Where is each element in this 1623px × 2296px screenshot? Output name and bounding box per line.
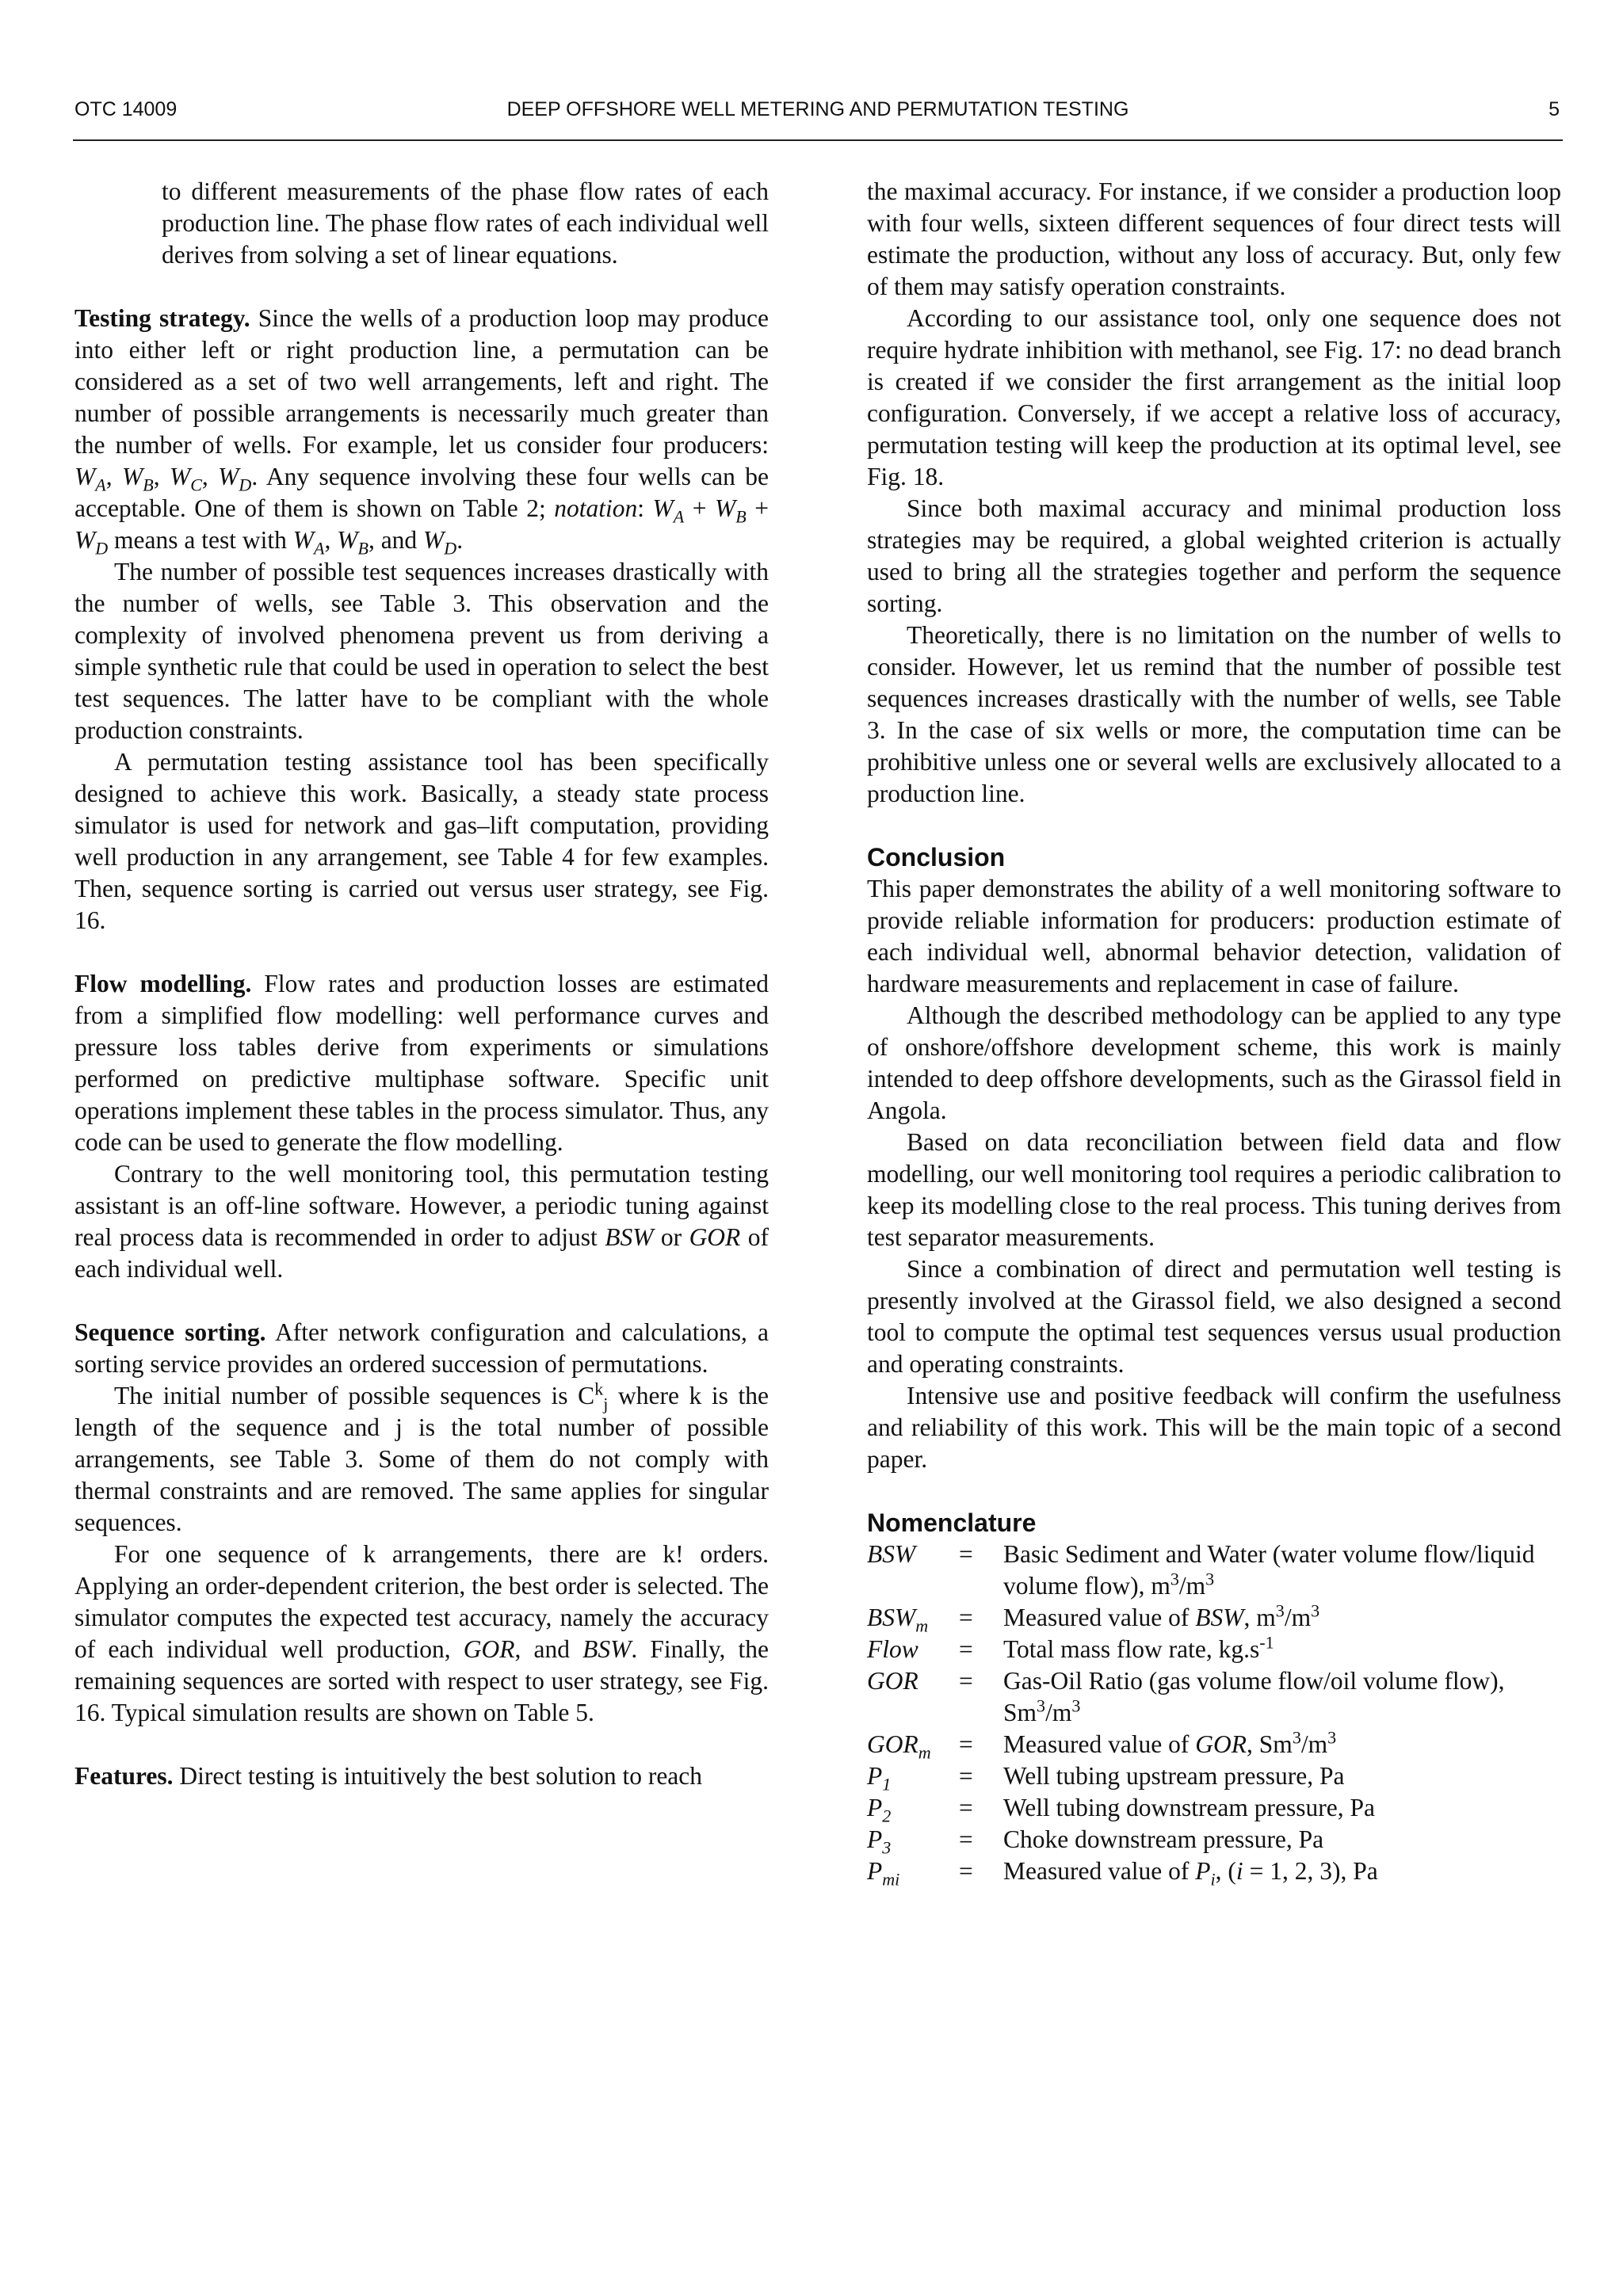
features-p4: Theoretically, there is no limitation on the number of wells to consider. However, let us remind that the number of possible test sequences increases drastically with the number of wells, see Table 3. In the case of six wells or more, the computation time can be prohibitive unless one or several wells are exclusively allocated to a production line. xyxy=(867,621,1561,807)
flow-modelling-heading: Flow modelling. xyxy=(74,970,252,997)
page-number: 5 xyxy=(1549,98,1560,120)
nomenclature-heading: Nomenclature xyxy=(867,1508,1037,1537)
nomenclature-item: $GOR_m$ = Measured value of GOR, $Sm^3/m^3$ xyxy=(867,1727,1337,1763)
nomenclature-item: GOR = Gas-Oil Ratio (gas volume flow/oil volume flow), $Sm^3/m^3$ xyxy=(867,1667,1505,1726)
nomenclature-item: BSW = Basic Sediment and Water (water volume flow/liquid volume flow), $m^3/m^3$ xyxy=(867,1540,1535,1600)
features-continuation: the maximal accuracy. For instance, if we consider a production loop with four wells, sixteen different sequences of four direct tests will estimate the production, without any loss of accuracy. But, only few of them may satisfy operation constraints. xyxy=(867,177,1561,300)
sequence-sorting-heading: Sequence sorting. xyxy=(74,1318,266,1346)
conclusion-p5: Intensive use and positive feedback will confirm the usefulness and reliability of this work. This will be the main topic of a second paper. xyxy=(867,1382,1561,1473)
right-column xyxy=(867,176,1561,1890)
sequence-sorting-p2: The initial number of possible sequences is $C^k_j$ where k is the length of the sequence and j is the total number of possible arrangements, see Table 3. Some of them do not comply with thermal constraints and are removed. The same applies for singular sequences. xyxy=(74,1379,769,1536)
conclusion-p4: Since a combination of direct and permutation well testing is presently involved at the Girassol field, we also designed a second tool to compute the optimal test sequences versus usual production and operating constraints. xyxy=(867,1255,1561,1378)
conclusion-p1: This paper demonstrates the ability of a well monitoring software to provide reliable information for producers: production estimate of each individual well, abnormal behavior detection, validation of hardware measurements and replacement in case of failure. xyxy=(867,875,1561,997)
features-p1: Features. Direct testing is intuitively the best solution to reach xyxy=(74,1762,703,1790)
testing-strategy-p3: A permutation testing assistance tool has been specifically designed to achieve this work. Basically, a steady state process simulator is used for network and gas–lift computation, providing well production in any arrangement, see Table 4 for few examples. Then, sequence sorting is carried out versus user strategy, see Fig. 16. xyxy=(74,748,769,934)
sequence-sorting-p1: Sequence sorting. After network configuration and calculations, a sorting service provides an ordered succession of permutations. xyxy=(74,1318,769,1378)
paper-id: OTC 14009 xyxy=(74,98,178,120)
flow-modelling-p1: Flow modelling. Flow rates and production losses are estimated from a simplified flow modelling: well performance curves and pressure loss tables derive from experiments or simulations performed on predictive multiphase software. Specific unit operations implement these tables in the process simulator. Thus, any code can be used to generate the flow modelling. xyxy=(74,970,769,1156)
nomenclature-item: $P_3$ = Choke downstream pressure, Pa xyxy=(867,1825,1324,1858)
running-title: DEEP OFFSHORE WELL METERING AND PERMUTATION TESTING xyxy=(506,98,1129,120)
nomenclature-item: $BSW_m$ = Measured value of BSW, $m^3/m^3$ xyxy=(867,1600,1320,1636)
testing-strategy-p2: The number of possible test sequences increases drastically with the number of wells, see Table 3. This observation and the complexity of involved phenomena prevent us from deriving a simple synthetic rule that could be used in operation to select the best test sequences. The latter have to be compliant with the whole production constraints. xyxy=(74,558,769,744)
features-p3: Since both maximal accuracy and minimal production loss strategies may be required, a global weighted criterion is actually used to bring all the strategies together and perform the sequence sorting. xyxy=(867,494,1561,617)
flow-modelling-p2: Contrary to the well monitoring tool, this permutation testing assistant is an off-line software. However, a periodic tuning against real process data is recommended in order to adjust BSW or GOR of each individual well. xyxy=(74,1160,769,1283)
features-p2: According to our assistance tool, only one sequence does not require hydrate inhibition with methanol, see Fig. 17: no dead branch is created if we consider the first arrangement as the initial loop configuration. Conversely, if we accept a relative loss of accuracy, permutation testing will keep the production at its optimal level, see Fig. 18. xyxy=(867,304,1561,490)
page-header xyxy=(73,93,1563,141)
conclusion-p3: Based on data reconciliation between field data and flow modelling, our well monitoring tool requires a periodic calibration to keep its modelling close to the real process. This tuning derives from test separator measurements. xyxy=(867,1128,1561,1251)
testing-strategy-heading: Testing strategy. xyxy=(74,304,250,332)
nomenclature-item: $P_1$ = Well tubing upstream pressure, Pa xyxy=(867,1762,1345,1794)
sequence-sorting-p3: For one sequence of k arrangements, there are k! orders. Applying an order-dependent criterion, the best order is selected. The simulator computes the expected test accuracy, namely the accuracy of each individual well production, GOR, and BSW. Finally, the remaining sequences are sorted with respect to user strategy, see Fig. 16. Typical simulation results are shown on Table 5. xyxy=(74,1540,769,1726)
testing-strategy-p1: Testing strategy. Since the wells of a production loop may produce into either left or right production line, a permutation can be considered as a set of two well arrangements, left and right. The number of possible arrangements is necessarily much greater than the number of wells. For example, let us consider four producers: $W_A$, $W_B$, $W_C$, $W_D$. Any sequence involving these four wells can be acceptable. One of them is shown on Table 2; notation: $W_A + W_B + W_D$ means a test with $W_A$, $W_B$, and $W_D$. xyxy=(74,304,769,559)
left-column xyxy=(74,176,769,1792)
nomenclature-item: Flow = Total mass flow rate, $kg.s^{-1}$ xyxy=(867,1632,1274,1663)
nomenclature-list xyxy=(867,1539,1561,1890)
nomenclature-item: $P_2$ = Well tubing downstream pressure, Pa xyxy=(867,1794,1375,1826)
conclusion-heading: Conclusion xyxy=(867,843,1006,871)
nomenclature-item: $P_{mi}$ = Measured value of $P_i$, (i = 1, 2, 3), Pa xyxy=(867,1857,1378,1890)
conclusion-p2: Although the described methodology can be applied to any type of onshore/offshore development scheme, this work is mainly intended to deep offshore developments, such as the Girassol field in Angola. xyxy=(867,1001,1561,1124)
intro-continuation: to different measurements of the phase flow rates of each production line. The phase flow rates of each individual well derives from solving a set of linear equations. xyxy=(162,177,769,269)
features-heading: Features. xyxy=(74,1762,174,1790)
